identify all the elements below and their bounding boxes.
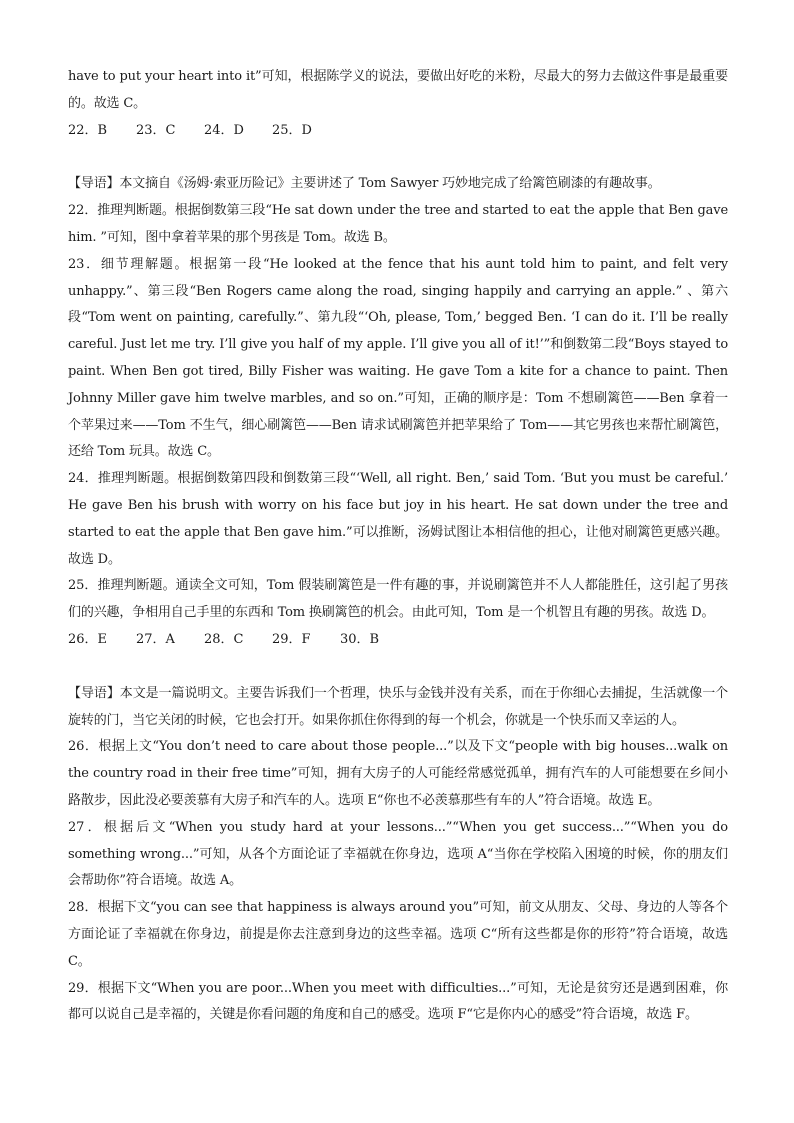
answer-item: 26．E <box>68 631 108 647</box>
answer-item: 22．B <box>68 122 108 138</box>
paragraph: 22．推理判断题。根据倒数第三段“He sat down under the tree and started to eat the apple that Ben gave him. ”可知，图中拿着苹果的那个男孩是 Tom。故选 B。 <box>68 203 728 245</box>
paragraph: 23．细节理解题。根据第一段“He looked at the fence that his aunt told him to paint, and felt very unhappy.”、第三段“Ben Rogers came along the road, singing happily and carrying an apple.” 、第六段“Tom went on painting, carefully.”、第九段“‘Oh, please, Tom,’ begged Ben. ‘I can do it. I’ll be really careful. Just let me try. I’ll give you half of my apple. I’ll give you all of it!’”和倒数第二段“Boys stayed to paint. When Ben got tired, Billy Fisher was waiting. He gave Tom a kite for a chance to paint. Then Johnny Miller gave him twelve marbles, and so on.”可知，正确的顺序是：Tom 不想刷篱笆——Ben 拿着一个苹果过来——Tom 不生气，细心刷篱笆——Ben 请求试刷篱笆并把苹果给了 Tom——其它男孩也来帮忙刷篱笆，还给 Tom 玩具。故选 C。 <box>68 256 728 460</box>
paragraph: 25．推理判断题。通读全文可知，Tom 假装刷篱笆是一件有趣的事，并说刷篱笆并不人人都能胜任，这引起了男孩们的兴趣，争相用自己手里的东西和 Tom 换刷篱笆的机会。由此可知，Tom 是一个机智且有趣的男孩。故选 D。 <box>68 578 728 621</box>
spacer <box>68 654 728 681</box>
spacer <box>68 144 728 171</box>
paragraph: 26．根据上文“You don’t need to care about those people...”以及下文“people with big houses...walk on the country road in their free time”可知，拥有大房子的人可能经常感觉孤单，拥有汽车的人可能想要在乡间小路散步，因此没必要羡慕有大房子和汽车的人。选项 E“你也不必羡慕那些有车的人”符合语境。故选 E。 <box>68 739 728 808</box>
paragraph: have to put your heart into it”可知，根据陈学义的说法，要做出好吃的米粉，尽最大的努力去做这件事是最重要的。故选 C。 <box>68 69 728 111</box>
answer-item: 25．D <box>272 122 312 138</box>
paragraph: 28．根据下文“you can see that happiness is always around you”可知，前文从朋友、父母、身边的人等各个方面论证了幸福就在你身边，前提是你去注意到身边的这些幸福。选项 C“所有这些都是你的形符”符合语境，故选 C。 <box>68 900 728 969</box>
guide-paragraph: 【导语】本文是一篇说明文。主要告诉我们一个哲理，快乐与金钱并没有关系，而在于你细心去捕捉，生活就像一个旋转的门，当它关闭的时候，它也会打开。如果你抓住你得到的每一个机会，你就是一个快乐而又幸运的人。 <box>68 685 728 728</box>
answer-item: 28．C <box>204 631 244 647</box>
document-page <box>68 64 728 1029</box>
paragraph: 29．根据下文“When you are poor...When you meet with difficulties...”可知，无论是贫穷还是遇到困难，你都可以说自己是幸福的，关键是你看问题的角度和自己的感受。选项 F“它是你内心的感受”符合语境，故选 F。 <box>68 980 728 1023</box>
answer-item: 24．D <box>204 122 244 138</box>
answer-item: 23．C <box>136 122 176 138</box>
answer-key-line <box>68 627 728 654</box>
answer-item: 27．A <box>136 631 175 647</box>
answer-item: 30．B <box>340 631 380 647</box>
answer-item: 29．F <box>272 631 311 647</box>
paragraph: 27．根据后文“When you study hard at your lessons...”“When you get success...”“When you do something wrong...”可知，从各个方面论证了幸福就在你身边，选项 A“当你在学校陷入困境的时候，你的朋友们会帮助你”符合语境。故选 A。 <box>68 819 728 889</box>
guide-paragraph: 【导语】本文摘自《汤姆·索亚历险记》主要讲述了 Tom Sawyer 巧妙地完成了给篱笆刷漆的有趣故事。 <box>68 176 661 192</box>
answer-key-line <box>68 118 728 145</box>
paragraph: 24．推理判断题。根据倒数第四段和倒数第三段“‘Well, all right. Ben,’ said Tom. ‘But you must be careful.’ He gave Ben his brush with worry on his face but joy in his heart. He sat down under the tree and started to eat the apple that Ben gave him.”可以推断，汤姆试图让本相信他的担心，让他对刷篱笆更感兴趣。故选 D。 <box>68 471 728 567</box>
